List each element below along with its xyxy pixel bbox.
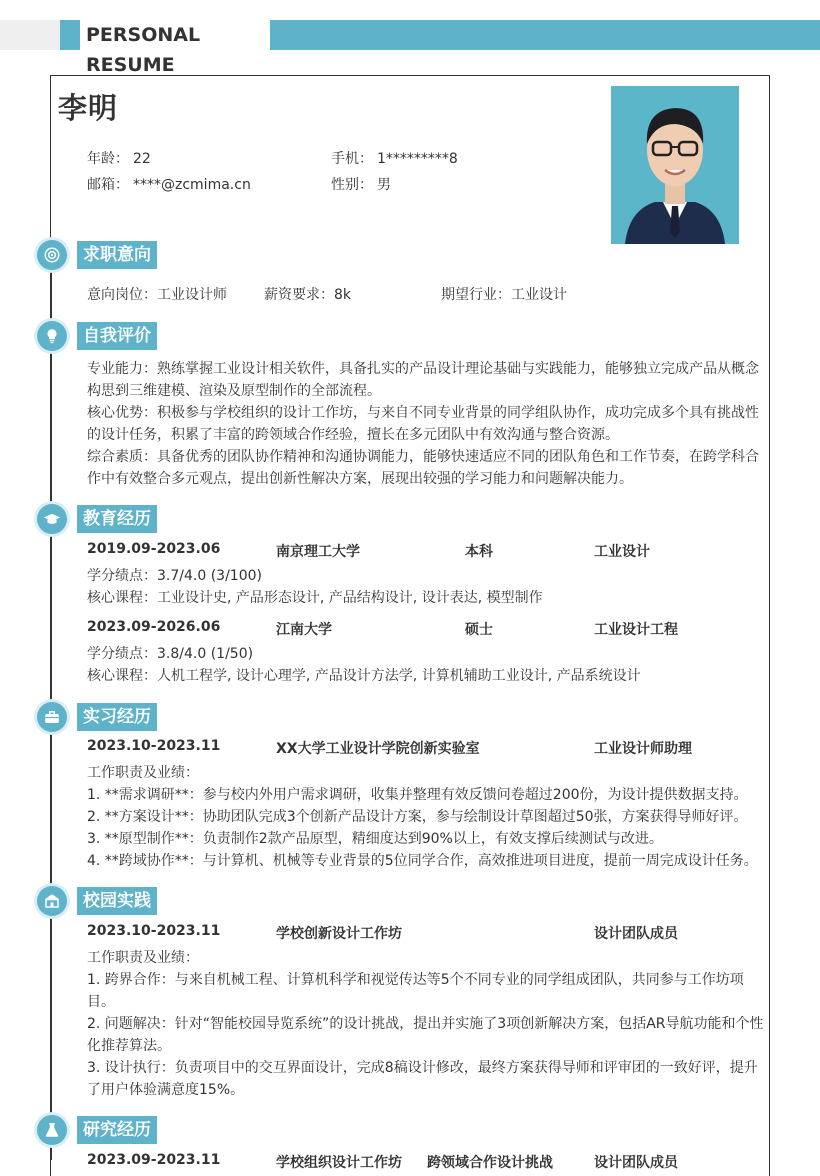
section-title-internship: 实习经历 <box>77 703 157 731</box>
section-title-research: 研究经历 <box>77 1116 157 1144</box>
email-value: ****@zcmima.cn <box>133 177 251 193</box>
edu-degree: 硕士 <box>465 622 493 638</box>
target-icon <box>37 240 67 270</box>
campus-date: 2023.10-2023.11 <box>87 923 221 939</box>
campus-org: 学校创新设计工作坊 <box>276 926 402 942</box>
self-eval-paragraph: 专业能力：熟练掌握工业设计相关软件，具备扎实的产品设计理论基础与实践能力，能够独立完成产品从概念构思到三维建模、渲染及原型制作的全部流程。 <box>87 361 759 399</box>
duty-line: 3. 设计执行：负责项目中的交互界面设计，完成8稿设计修改，最终方案获得导师和评审团的一致好评，提升了用户体验满意度15%。 <box>87 1060 758 1098</box>
intent-position <box>87 284 227 304</box>
intern-org: XX大学工业设计学院创新实验室 <box>276 741 480 757</box>
intern-date: 2023.10-2023.11 <box>87 738 221 754</box>
intent-position-label: 意向岗位： <box>87 287 157 303</box>
header-bar-accent <box>60 20 80 50</box>
research-date: 2023.09-2023.11 <box>87 1152 221 1168</box>
duty-line: 2. **方案设计**：协助团队完成3个创新产品设计方案，参与绘制设计草图超过50张，方案获得导师好评。 <box>87 809 748 825</box>
research-topic: 跨领域合作设计挑战 <box>427 1155 553 1171</box>
campus-duties <box>87 947 765 1101</box>
edu-major: 工业设计 <box>594 544 650 560</box>
header-bar-right <box>270 20 820 50</box>
phone-value: 1*********8 <box>377 151 458 167</box>
age-value: 22 <box>133 151 151 167</box>
edu-date: 2019.09-2023.06 <box>87 541 221 557</box>
timeline-line <box>51 240 52 1160</box>
edu-school: 南京理工大学 <box>276 544 360 560</box>
duty-line: 1. 跨界合作：与来自机械工程、计算机科学和视觉传达等5个不同专业的同学组成团队，共同参与工作坊项目。 <box>87 972 744 1010</box>
page-title: PERSONAL RESUME <box>80 20 270 50</box>
edu-gpa: 学分绩点：3.7/4.0 (3/100) <box>87 568 262 584</box>
edu-date: 2023.09-2026.06 <box>87 619 221 635</box>
school-building-icon <box>37 886 67 916</box>
edu-degree: 本科 <box>465 544 493 560</box>
edu-courses: 核心课程：人机工程学, 设计心理学, 产品设计方法学, 计算机辅助工业设计, 产品系统设计 <box>87 668 641 684</box>
duty-line: 1. **需求调研**：参与校内外用户需求调研，收集并整理有效反馈问卷超过200份，为设计提供数据支持。 <box>87 787 748 803</box>
edu-gpa: 学分绩点：3.8/4.0 (1/50) <box>87 646 254 662</box>
edu-major: 工业设计工程 <box>594 622 678 638</box>
intent-position-value: 工业设计师 <box>157 287 227 303</box>
self-eval-paragraph: 核心优势：积极参与学校组织的设计工作坊，与来自不同专业背景的同学组队协作，成功完成多个具有挑战性的设计任务，积累了丰富的跨领域合作经验，擅长在多元团队中有效沟通与整合资源。 <box>87 405 759 443</box>
flask-icon <box>37 1115 67 1145</box>
header-bar <box>0 20 820 76</box>
self-eval-text <box>87 358 765 490</box>
edu-school: 江南大学 <box>276 622 332 638</box>
duty-label: 工作职责及业绩： <box>87 765 199 781</box>
gender-label: 性别： <box>331 177 373 193</box>
intent-salary-value: 8k <box>334 287 352 303</box>
age-label: 年龄： <box>87 151 129 167</box>
gender-field <box>331 174 391 194</box>
research-role: 设计团队成员 <box>594 1155 678 1171</box>
duty-line: 3. **原型制作**：负责制作2款产品原型，精细度达到90%以上，有效支撑后续测试与改进。 <box>87 831 663 847</box>
intent-salary <box>264 284 351 304</box>
briefcase-icon <box>37 702 67 732</box>
phone-field <box>331 148 458 168</box>
header-bar-left <box>0 20 60 50</box>
duty-line: 4. **跨域协作**：与计算机、机械等专业背景的5位同学合作，高效推进项目进度，提前一周完成设计任务。 <box>87 853 758 869</box>
gender-value: 男 <box>377 177 391 193</box>
avatar-illustration <box>611 86 739 244</box>
bulb-icon <box>37 321 67 351</box>
phone-label: 手机： <box>331 151 373 167</box>
campus-role: 设计团队成员 <box>594 926 678 942</box>
section-title-self: 自我评价 <box>77 322 157 350</box>
email-field <box>87 174 251 194</box>
candidate-name: 李明 <box>58 91 119 125</box>
intent-industry-label: 期望行业： <box>441 287 511 303</box>
duty-line: 2. 问题解决：针对“智能校园导览系统”的设计挑战，提出并实施了3项创新解决方案，包括AR导航功能和个性化推荐算法。 <box>87 1016 764 1054</box>
section-title-education: 教育经历 <box>77 505 157 533</box>
age-field <box>87 148 151 168</box>
section-title-intent: 求职意向 <box>77 241 157 269</box>
self-eval-paragraph: 综合素质：具备优秀的团队协作精神和沟通协调能力，能够快速适应不同的团队角色和工作节奏，在跨学科合作中有效整合多元观点，提出创新性解决方案，展现出较强的学习能力和问题解决能力。 <box>87 449 759 487</box>
duty-label: 工作职责及业绩： <box>87 950 199 966</box>
intent-industry-value: 工业设计 <box>511 287 567 303</box>
internship-duties <box>87 762 765 872</box>
intent-salary-label: 薪资要求： <box>264 287 334 303</box>
intern-role: 工业设计师助理 <box>594 741 692 757</box>
intent-industry <box>441 284 567 304</box>
section-title-campus: 校园实践 <box>77 887 157 915</box>
research-org: 学校组织设计工作坊 <box>276 1155 402 1171</box>
profile-photo <box>611 86 739 244</box>
email-label: 邮箱： <box>87 177 129 193</box>
edu-courses: 核心课程：工业设计史, 产品形态设计, 产品结构设计, 设计表达, 模型制作 <box>87 590 543 606</box>
graduation-cap-icon <box>37 504 67 534</box>
